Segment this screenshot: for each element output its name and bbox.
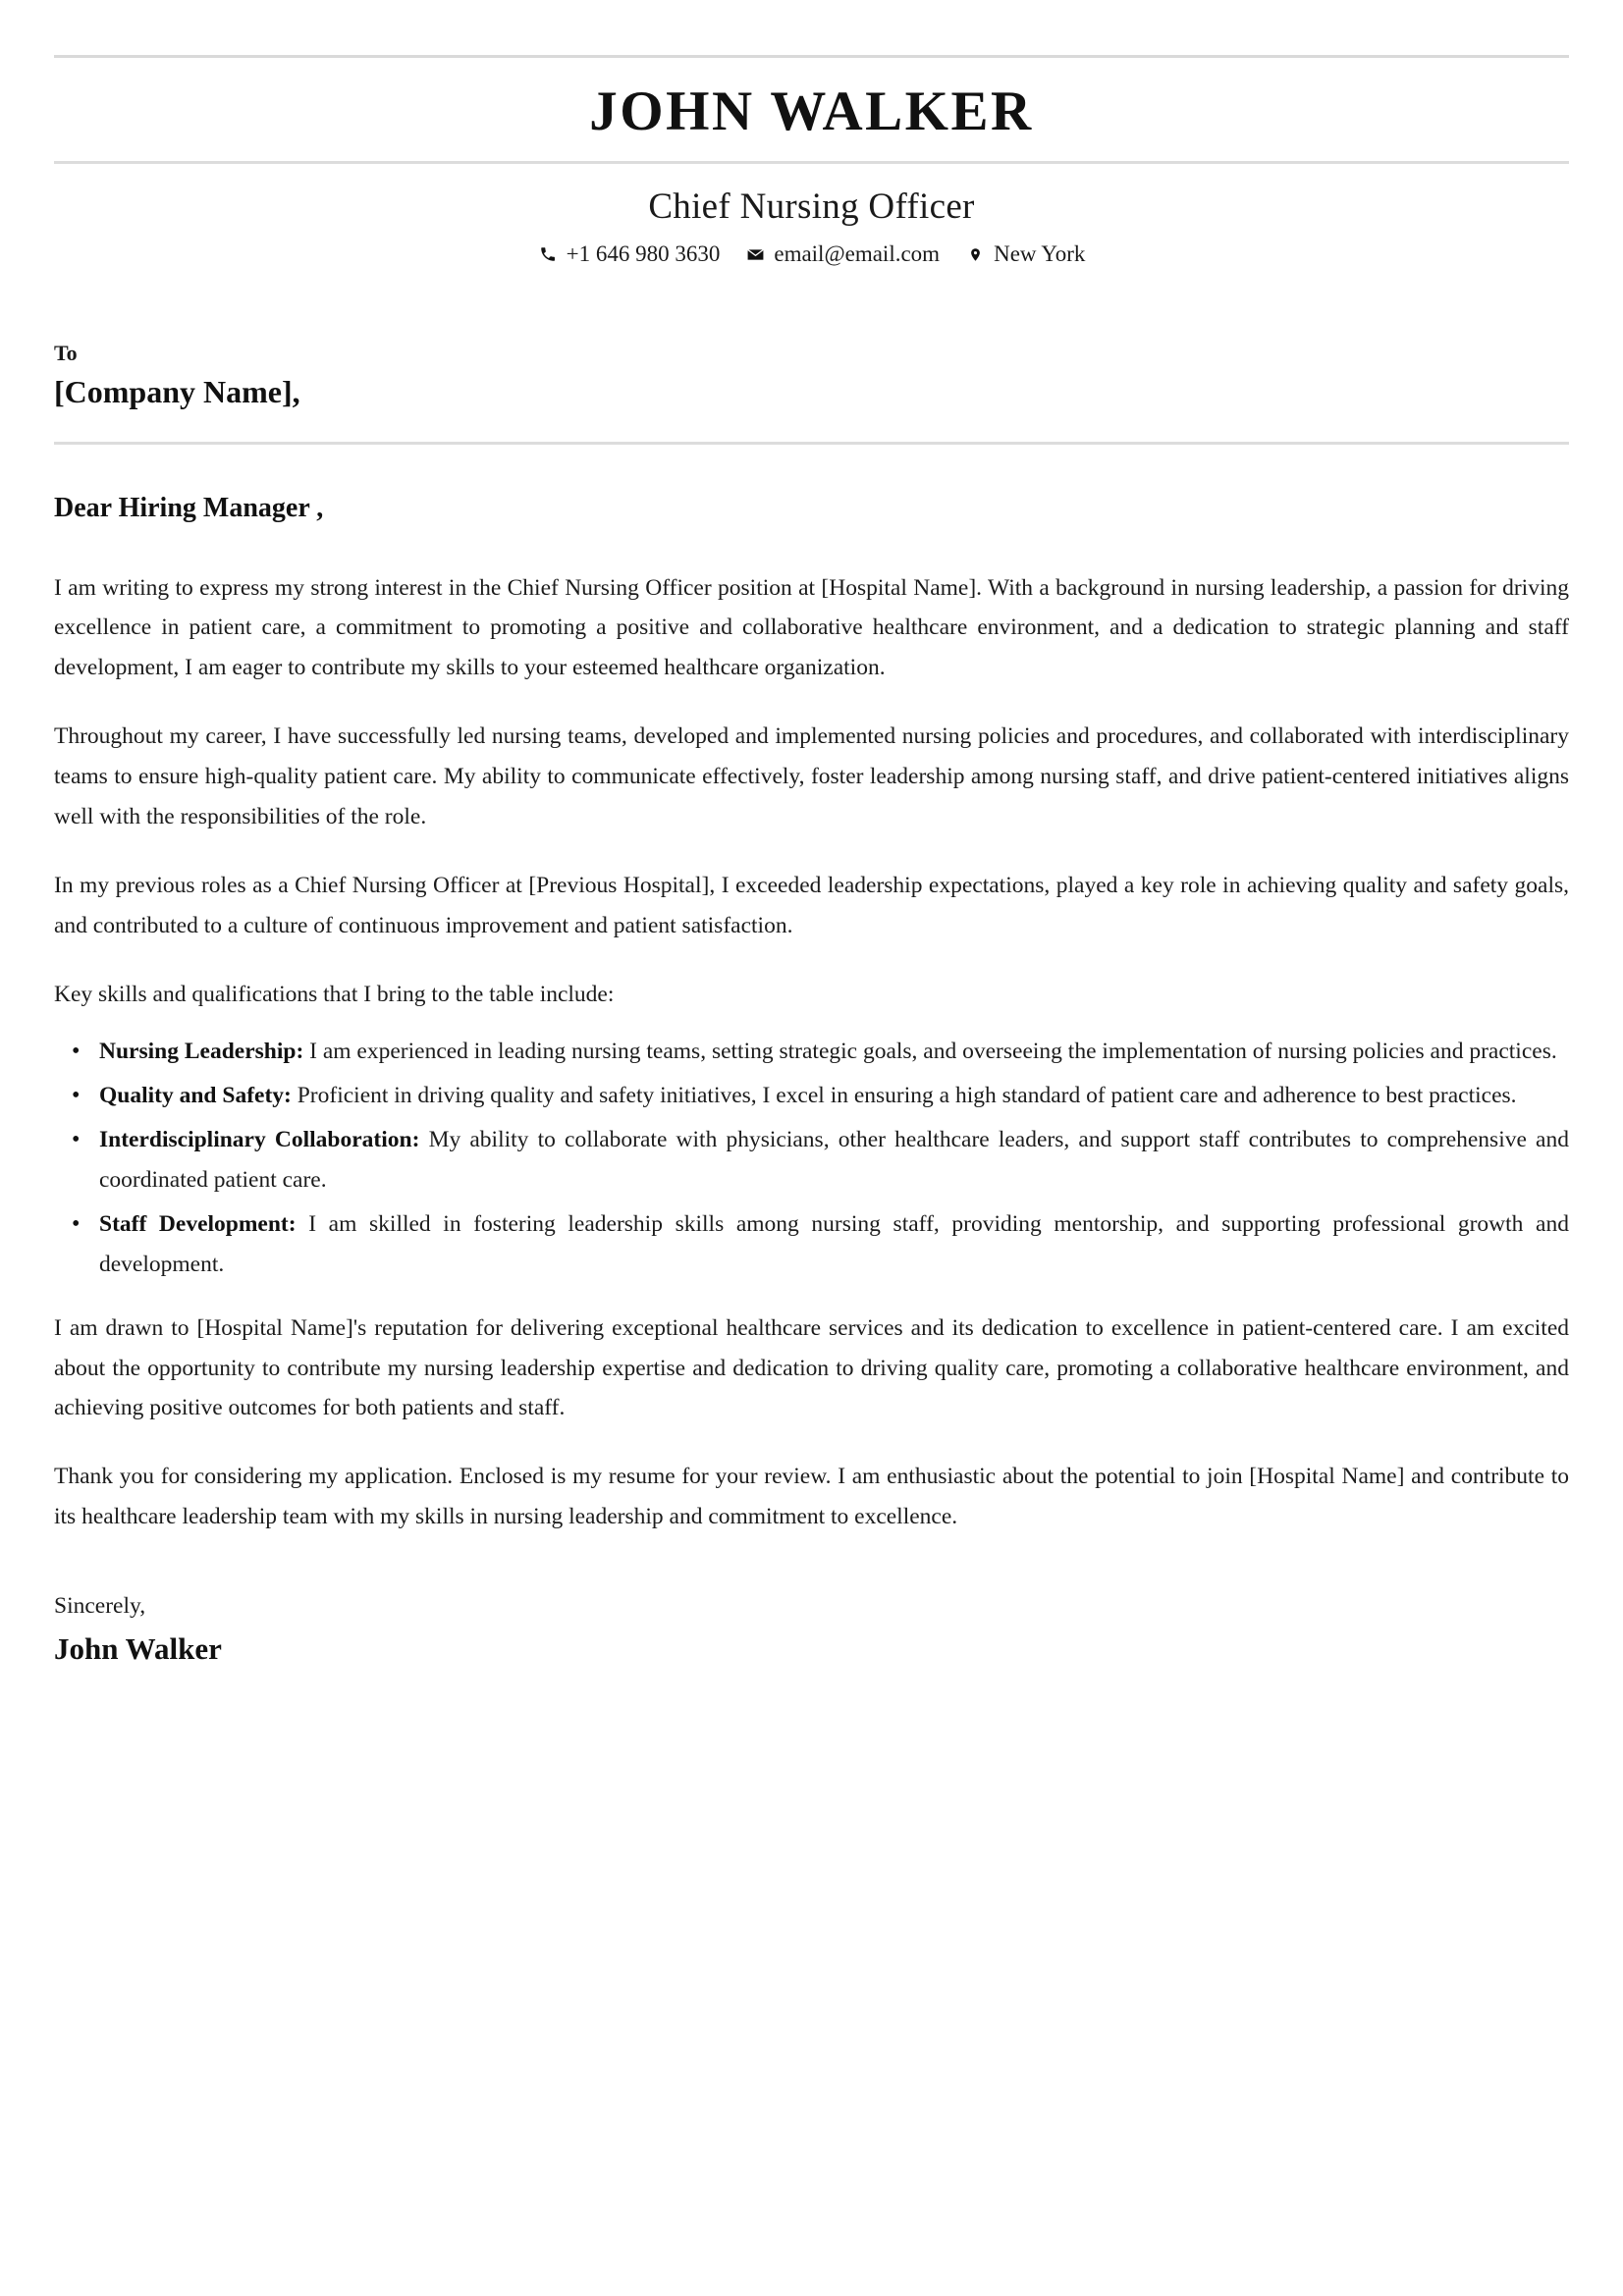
contact-location-value: New York — [994, 241, 1086, 266]
skill-text: I am skilled in fostering leadership skills among nursing staff, providing mentorship, and supporting professional growth and development. — [99, 1210, 1569, 1277]
skill-label: Interdisciplinary Collaboration: — [99, 1127, 420, 1153]
list-item — [99, 1032, 1569, 1072]
contact-phone — [538, 241, 721, 267]
envelope-icon — [745, 243, 765, 265]
recipient-block — [0, 277, 1623, 410]
contact-row — [0, 241, 1623, 277]
skill-text: My ability to collaborate with physicians, other healthcare leaders, and support staff contributes to comprehensive and coordinated patient care. — [99, 1127, 1569, 1194]
skill-label: Nursing Leadership: — [99, 1039, 304, 1065]
letter-header — [0, 0, 1623, 277]
company-name: [Company Name], — [54, 374, 300, 410]
list-item — [99, 1120, 1569, 1201]
skill-label: Staff Development: — [99, 1210, 297, 1237]
contact-email-value: email@email.com — [774, 241, 941, 266]
applicant-name: JOHN WALKER — [589, 80, 1034, 142]
salutation: Dear Hiring Manager , — [54, 492, 324, 523]
sign-off-block — [54, 1566, 1569, 1670]
letter-paragraphs — [54, 525, 1569, 1538]
letter-body — [0, 445, 1623, 1670]
paragraph: In my previous roles as a Chief Nursing Officer at [Previous Hospital], I exceeded leadership expectations, played a key role in achieving quality and safety goals, and contributed to a culture of continuous improvement and patient satisfaction. — [54, 872, 1569, 938]
contact-phone-value: +1 646 980 3630 — [566, 241, 721, 266]
paragraph: I am writing to express my strong interest in the Chief Nursing Officer position at [Hospital Name]. With a background in nursing leadership, a passion for driving excellence in patient care, a commitment to promoting a positive and collaborative healthcare environment, and a dedication to strategic planning and staff development, I am eager to contribute my skills to your esteemed healthcare organization. — [54, 574, 1569, 681]
list-item — [99, 1204, 1569, 1285]
signature-name: John Walker — [54, 1631, 222, 1667]
applicant-job-title: Chief Nursing Officer — [648, 187, 975, 227]
paragraph: I am drawn to [Hospital Name]'s reputation for delivering exceptional healthcare services and its dedication to excellence in patient-centered care. I am excited about the opportunity to contribute my nursing leadership expertise and dedication to driving quality care, promoting a collaborative healthcare environment, and achieving positive outcomes for both patients and staff. — [54, 1314, 1569, 1421]
paragraph: Throughout my career, I have successfully led nursing teams, developed and implemented nursing policies and procedures, and collaborated with interdisciplinary teams to ensure high-quality patient care. My ability to communicate effectively, foster leadership among nursing staff, and drive patient-centered initiatives aligns well with the responsibilities of the role. — [54, 723, 1569, 829]
location-pin-icon — [965, 243, 985, 265]
skill-text: Proficient in driving quality and safety initiatives, I excel in ensuring a high standard of patient care and adherence to best practices. — [291, 1083, 1517, 1109]
contact-email — [745, 241, 940, 267]
phone-icon — [538, 243, 558, 265]
contact-location — [965, 241, 1085, 267]
to-label: To — [54, 341, 78, 365]
skill-label: Quality and Safety: — [99, 1083, 292, 1109]
list-item — [99, 1076, 1569, 1116]
sign-off: Sincerely, — [54, 1593, 146, 1620]
skill-text: I am experienced in leading nursing teams, setting strategic goals, and overseeing the implementation of nursing policies and practices. — [303, 1039, 1557, 1065]
skills-lead-in: Key skills and qualifications that I bring to the table include: — [54, 981, 615, 1007]
paragraph: Thank you for considering my application. Enclosed is my resume for your review. I am enthusiastic about the potential to join [Hospital Name] and contribute to its healthcare leadership team with my skills in nursing leadership and commitment to excellence. — [54, 1464, 1569, 1530]
skills-list — [54, 1032, 1569, 1284]
